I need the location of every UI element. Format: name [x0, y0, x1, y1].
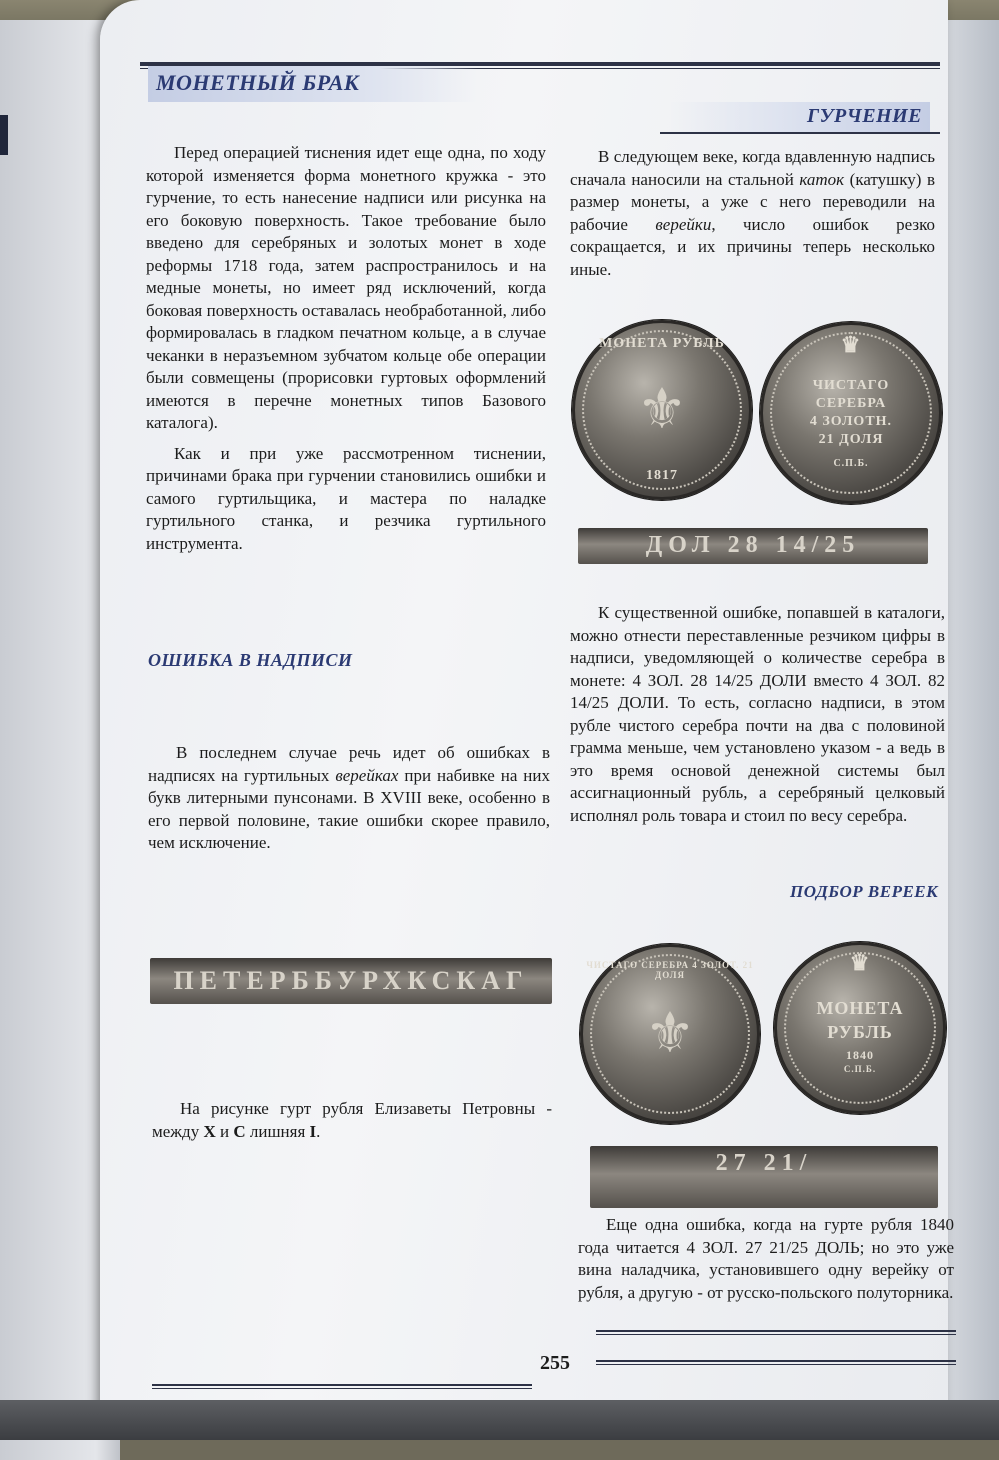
right-p1-italic-katok: каток	[799, 169, 845, 189]
coin-1817-edge-image	[578, 528, 928, 564]
edge-caption	[152, 1098, 552, 1143]
coin-1840-edge-image	[590, 1146, 938, 1208]
subsection-rule	[660, 132, 940, 134]
coin-obverse-year: 1817	[646, 468, 678, 483]
right-bottom-caption	[578, 1214, 954, 1304]
error-text-italic: верейках	[335, 765, 399, 785]
error-text-a: В последнем случае речь идет об ошибках в надписях на гуртильных	[148, 743, 550, 785]
coin-1840-reverse	[774, 942, 946, 1114]
coin-1840-line-2: РУБЛЬ	[827, 1022, 893, 1042]
caption-text-and: и	[215, 1121, 234, 1141]
subheading-vereek: ПОДБОР ВЕРЕЕК	[790, 882, 939, 901]
coin-reverse-mint: С.П.Б.	[833, 458, 869, 469]
error-text	[148, 742, 550, 855]
error-paragraph	[148, 742, 550, 855]
subsection-title: ГУРЧЕНИЕ	[807, 105, 922, 127]
right-intro-text	[570, 146, 935, 281]
coin-1840-obverse	[580, 944, 760, 1124]
coin-obverse-legend: МОНЕТА РУБЛЬ	[599, 336, 725, 351]
right-caption-paragraph: Еще одна ошибка, когда на гурте рубля 1840 года читается 4 ЗОЛ. 27 21/25 ДОЛЬ; но это уже вина наладчика, установившего одну верейку от рубля, а другую - от русско-польского полуторника.	[578, 1215, 954, 1302]
footer-rule-left-thin	[152, 1388, 532, 1389]
caption-text-1: На рисунке гурт рубля Елизаветы Петровны - между	[152, 1099, 552, 1141]
double-headed-eagle-icon: ⚜	[636, 379, 688, 441]
book-page	[100, 0, 954, 1420]
edge-caption-paragraph	[152, 1098, 552, 1143]
intro-paragraph-2: Как и при уже рассмотренном тиснении, причинами брака при гурчении становились ошибки и самого гуртильщика, и мастера по наладке гуртильного станка, и резчика гуртильного инструмента.	[146, 443, 546, 553]
double-headed-eagle-icon: ⚜	[644, 1003, 696, 1065]
right-middle-text	[570, 602, 945, 827]
error-text-b: при набивке на них букв литерными пунсонами. В XVIII веке, особенно в его первой половине, такие ошибки скорее правило, чем исключение.	[148, 765, 550, 852]
footer-rule-right-top	[596, 1330, 956, 1332]
section-title-band	[148, 66, 478, 102]
crown-icon: ♛	[840, 332, 862, 357]
right-p1-text-a: В следующем веке, когда вдавленную надпись сначала наносили на стальной	[570, 147, 935, 189]
coin-1840-line-3: 1840	[846, 1048, 874, 1062]
coin-1840-line-1: МОНЕТА	[816, 998, 904, 1018]
coin-1840-line-4: С.П.Б.	[843, 1064, 877, 1074]
section-title: МОНЕТНЫЙ БРАК	[156, 70, 360, 95]
intro-text	[146, 142, 546, 555]
caption-text-end: .	[316, 1121, 321, 1141]
page-number: 255	[540, 1352, 570, 1374]
edge-1817-lettering: ДОЛ 28 14/25	[645, 532, 861, 558]
footer-rule-right	[596, 1360, 956, 1362]
right-p1-text-c: , число ошибок резко сокращается, и их причины теперь несколько иные.	[570, 214, 936, 279]
edge-1840-lettering: 27 21/	[715, 1150, 813, 1176]
error-heading: ОШИБКА В НАДПИСИ	[148, 650, 353, 670]
elizabeth-ruble-edge-image	[150, 958, 552, 1004]
left-page-tab	[0, 115, 8, 155]
coin-reverse-line-4: 21 ДОЛЯ	[818, 432, 884, 447]
footer-rule-left	[152, 1384, 532, 1386]
coin-1840-obverse-legend: ЧИСТАГО СЕРЕБРА 4 ЗОЛОТ. 21 ДОЛЯ	[586, 960, 754, 980]
crown-icon: ♛	[849, 950, 871, 975]
coin-1817-reverse	[760, 322, 942, 504]
right-p1-italic-vereiki: верейки	[655, 214, 712, 234]
caption-text-2: лишняя	[245, 1121, 310, 1141]
right-paragraph-2: К существенной ошибке, попавшей в каталоги, можно отнести переставленные резчиком цифры в надписи, уведомляющей о количестве серебра в монете: 4 ЗОЛ. 28 14/25 ДОЛИ вместо 4 ЗОЛ. 82 14/25 ДОЛИ. То есть, согласно надписи, в этом рубле чистого серебра почти на два с половиной грамма меньше, чем установлено указом - а ведь в это время основой денежной системы был ассигнационный рубль, а серебряный целковый исполнял роль товара и стоил по весу серебра.	[570, 603, 945, 825]
caption-letter-i: I	[309, 1121, 317, 1141]
subsection-title-band	[670, 102, 930, 132]
footer-rule-right-thin	[596, 1364, 956, 1365]
coin-reverse-line-3: 4 ЗОЛОТН.	[809, 414, 893, 429]
coin-reverse-line-1: ЧИСТАГО	[812, 378, 890, 393]
right-p1-text-b: (катушку) в размер монеты, а уже с него переводили на рабочие	[570, 169, 935, 234]
coin-reverse-line-2: СЕРЕБРА	[815, 396, 887, 411]
edge-lettering: ПЕТЕРББУРХКСКАГ	[173, 966, 529, 995]
caption-letter-x: Х	[203, 1121, 216, 1141]
caption-letter-c: С	[233, 1121, 246, 1141]
coin-1817-obverse	[572, 320, 752, 500]
right-paragraph-1	[570, 146, 935, 281]
bottom-surface	[0, 1400, 999, 1440]
footer-rule-right-top-thin	[596, 1334, 956, 1335]
intro-paragraph-1: Перед операцией тиснения идет еще одна, по ходу которой изменяется форма монетного кружка - это гурчение, то есть нанесение надписи или рисунка на его боковую поверхность. Такое требование было введено для серебряных и золотых монет в ходе реформы 1718 года, затем распространилось и на медные монеты, но имеет ряд исключений, когда боковая поверхность оставалась необработанной, либо формировалась в гладком печатном кольце, а в случае чеканки в неразъемном зубчатом кольце обе операции были совмещены (прорисовки гуртовых оформлений имеются в перечне монетных типов Базового каталога).	[146, 143, 546, 432]
